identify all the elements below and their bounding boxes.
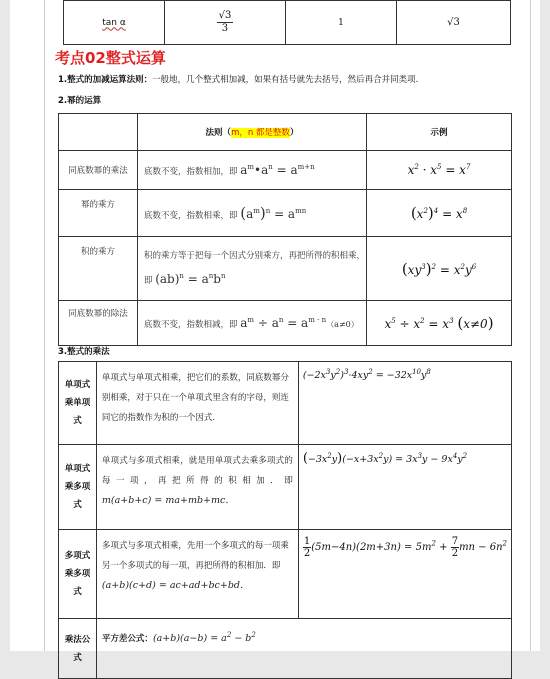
table-row [59, 362, 512, 445]
rule-text: 底数不变，指数相乘，即 [144, 211, 238, 221]
trig-values-table [63, 0, 511, 45]
rule-formula: (a+b)(c+d) = ac+ad+bc+bd． [101, 580, 250, 591]
rule-text-cell [138, 301, 367, 346]
rule-header-suffix: ） [289, 128, 299, 138]
rule-name: 同底数幂的除法 [59, 301, 138, 346]
rule-formula: m(a+b+c) = ma+mb+mc． [101, 495, 235, 506]
rule1-paragraph [58, 73, 418, 85]
rule1-text: 一般地，几个整式相加减，如果有括号就先去括号，然后再合并同类项. [152, 75, 419, 85]
rule-formula: $(a+b)(a-b) = a^2 - b^2$ [152, 631, 256, 645]
rule-text: 多项式与多项式相乘，先用一个多项式的每一项乘另一个多项式的每一项，再把所得的积相加．即 [101, 541, 289, 571]
trig-value-cell [286, 1, 397, 45]
rule-name [59, 445, 97, 530]
rule-header-cell [138, 114, 367, 151]
document-page [10, 0, 540, 663]
frac-denominator: 3 [221, 23, 229, 34]
trig-value-cell [397, 1, 511, 45]
rule-text-cell [96, 619, 511, 679]
example-formula: $x^5 \div x^2 = x^3$ (x≠0) [384, 314, 494, 332]
example-cell [298, 445, 511, 530]
highlighted-note [231, 128, 290, 138]
rule-text: 底数不变，指数相减，即 [144, 320, 238, 330]
example-formula: $(xy^3)^2 = x^2y^6$ [401, 259, 477, 278]
tan-label: tan α [102, 17, 126, 28]
rule-text-cell [96, 530, 298, 619]
right-margin-guide [530, 0, 531, 651]
rule-name: 积的乘方 [59, 237, 138, 301]
example-cell [367, 301, 512, 346]
example-formula: $(x^2)^4 = x^8$ [410, 204, 468, 222]
example-header-cell: 示例 [367, 114, 512, 151]
table-row [59, 151, 512, 190]
rule-text: 平方差公式： [101, 634, 153, 645]
trig-value-cell [165, 1, 286, 45]
trig-value: 1 [338, 17, 344, 28]
rule-formula: $(ab)^n = a^nb^n$ [155, 272, 226, 286]
rule-name-text: 单项式乘单项式 [64, 380, 91, 426]
section-heading: 考点02整式运算 [55, 49, 166, 67]
rule-text-cell [138, 190, 367, 237]
rule-name: 幂的乘方 [59, 190, 138, 237]
rule-name-text: 单项式乘多项式 [64, 464, 91, 510]
example-cell [298, 362, 511, 445]
rule-formula: $a^m•a^n = a^{m+n}$ [240, 163, 315, 177]
table-row [59, 619, 512, 679]
table-row [64, 1, 511, 45]
section3-title: 3.整式的乘法 [58, 347, 110, 357]
left-margin-guide [44, 0, 45, 651]
rule-text-cell [138, 237, 367, 301]
example-cell [367, 190, 512, 237]
example-formula: $x^2 \cdot x^5 = x^7$ [407, 163, 471, 177]
sqrt3-over-3 [217, 10, 234, 35]
section2-title: 2.幂的运算 [58, 96, 102, 106]
rule-text-cell [96, 445, 298, 530]
table-row [59, 445, 512, 530]
rule-text: 积的乘方等于把每一个因式分别乘方，再把所得的积相乘，即 [144, 251, 366, 286]
table-row [59, 237, 512, 301]
example-cell [298, 530, 511, 619]
frac-numerator: √3 [218, 10, 232, 21]
table-row [59, 301, 512, 346]
power-rules-table [58, 113, 512, 346]
rule-text: 底数不变，指数相加，即 [144, 167, 238, 177]
empty-header-cell [59, 114, 138, 151]
rule-name [59, 530, 97, 619]
example-formula: $\frac{1}{2}$ $(5m-4n)(2m+3n) = 5m^2$ + $\frac{7}{2}$ mn − $6n^2$ [303, 536, 507, 559]
rule-name [59, 619, 97, 679]
trig-value: √3 [447, 17, 460, 28]
rule-name-text: 多项式乘多项式 [64, 551, 91, 597]
integer-note: m，n 都是整数 [231, 128, 290, 138]
example-formula: $(-3x^2y)(-x+3x^2y) = 3x^3y - 9x^4y^2$ [302, 451, 468, 466]
rule-name [59, 362, 97, 445]
trig-label-cell [64, 1, 165, 45]
table-row [59, 530, 512, 619]
multiplication-rules-table [58, 361, 512, 679]
rule-name: 同底数幂的乘法 [59, 151, 138, 190]
rule-name-text: 乘法公式 [64, 634, 91, 663]
example-cell [367, 151, 512, 190]
rule-text: 单项式与多项式相乘，就是用单项式去乘多项式的每一项，再把所得的积相加．即 [101, 456, 293, 486]
rule-formula: $a^m \div a^n = a^{m - n}(a\ne 0)$ [240, 316, 359, 330]
rule-text-cell: 单项式与单项式相乘，把它们的系数，同底数幂分别相乘，对于只在一个单项式里含有的字母，则连同它的指数作为积的一个因式. [96, 362, 298, 445]
rule-text-cell [138, 151, 367, 190]
example-cell [367, 237, 512, 301]
example-formula: $(-2x^3y^2)^3\cdot 4xy^2 = -32x^{10}y^8$ [302, 368, 431, 382]
rule-formula: $(a^m)^n = a^{mn}$ [240, 204, 307, 222]
rule1-title: 1.整式的加减运算法则： [58, 75, 153, 85]
table-row [59, 190, 512, 237]
rule-header-label: 法则（ [205, 128, 232, 138]
table-header-row [59, 114, 512, 151]
